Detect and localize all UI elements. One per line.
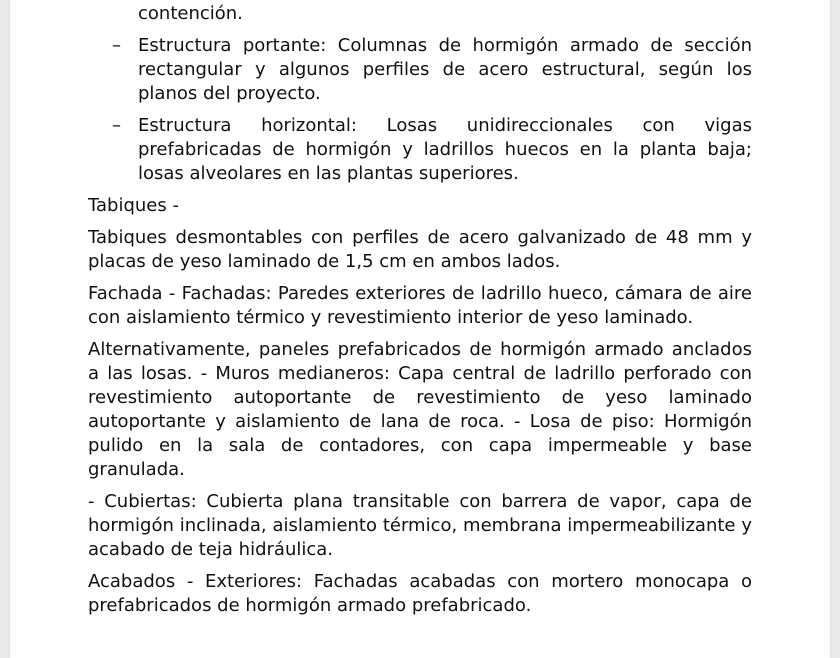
list-dash: [112, 0, 132, 2]
paragraph: Alternativamente, paneles prefabricados de hormigón armado anclados a las losas. - Muros medianeros: Capa central de ladrillo perforado con revestimiento autoportante de revestimiento de yeso laminado autoportante y aislamiento de lana de roca. - Losa de piso: Hormigón pulido en la sala de contadores, con capa impermeable y base granulada.: [88, 339, 752, 480]
document-page: [10, 0, 830, 658]
list-item: [88, 114, 752, 186]
document-body: [88, 0, 752, 626]
paragraph: Fachada - Fachadas: Paredes exteriores de ladrillo hueco, cámara de aire con aislamiento térmico y revestimiento interior de yeso laminado.: [88, 283, 752, 328]
list-item: [88, 34, 752, 106]
list-item: [88, 0, 752, 26]
list-dash: –: [112, 115, 121, 136]
list-dash: –: [112, 35, 121, 56]
list-item-text: Estructura horizontal: Losas unidireccionales con vigas prefabricadas de hormigón y ladrillos huecos en la planta baja; losas alveolares en las plantas superiores.: [138, 115, 752, 184]
list-item-text: contención.: [138, 3, 243, 24]
section-heading-tabiques: Tabiques -: [88, 195, 179, 216]
paragraph: Tabiques desmontables con perfiles de acero galvanizado de 48 mm y placas de yeso laminado de 1,5 cm en ambos lados.: [88, 227, 752, 272]
list-item-text: Estructura portante: Columnas de hormigón armado de sección rectangular y algunos perfiles de acero estructural, según los planos del proyecto.: [138, 35, 752, 104]
paragraph: - Cubiertas: Cubierta plana transitable con barrera de vapor, capa de hormigón inclinada, aislamiento térmico, membrana impermeabilizante y acabado de teja hidráulica.: [88, 491, 752, 560]
paragraph: Acabados - Exteriores: Fachadas acabadas con mortero monocapa o prefabricados de hormigón armado prefabricado.: [88, 571, 752, 616]
